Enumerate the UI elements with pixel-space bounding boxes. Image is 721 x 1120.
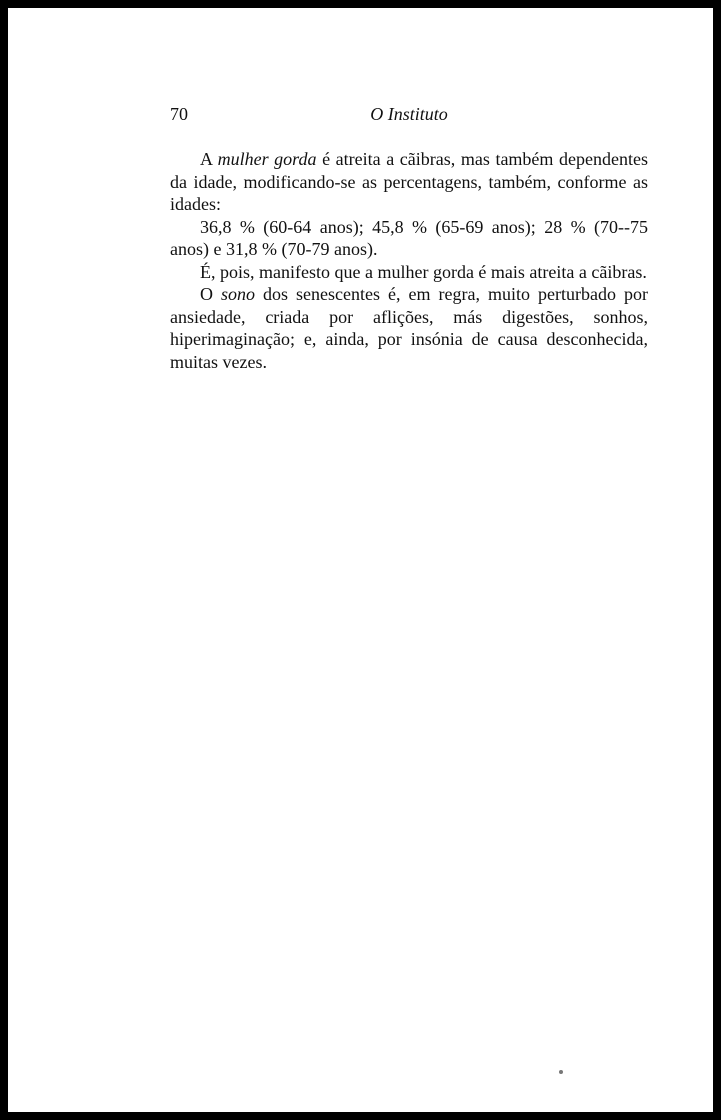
scan-speck <box>559 1070 563 1074</box>
running-head <box>170 104 648 130</box>
body-text <box>170 148 648 373</box>
emphasis-mulher-gorda: mulher gorda <box>217 149 317 169</box>
paragraph-lead: O <box>200 284 222 304</box>
paragraph <box>170 148 648 216</box>
paragraph-lead: A <box>200 149 218 169</box>
paragraph <box>170 283 648 373</box>
book-page <box>8 8 713 1112</box>
paragraph: É, pois, manifesto que a mulher gorda é mais atreita a cãibras. <box>200 261 647 282</box>
paragraph-text: é atreita a cãibras, mas também dependentes da idade, modificando-se as percentagens, também, conforme as idades: <box>170 149 648 214</box>
page-number: 70 <box>170 104 188 124</box>
emphasis-sono: sono <box>221 284 256 304</box>
running-title: O Instituto <box>370 104 448 124</box>
paragraph-text: dos senescentes é, em regra, muito perturbado por ansiedade, criada por aflições, más digestões, sonhos, hiperimaginação; e, ainda, por insónia de causa desconhecida, muitas vezes. <box>170 284 648 372</box>
paragraph: 36,8 % (60-64 anos); 45,8 % (65-69 anos); 28 % (70--75 anos) e 31,8 % (70-79 anos). <box>170 216 648 259</box>
